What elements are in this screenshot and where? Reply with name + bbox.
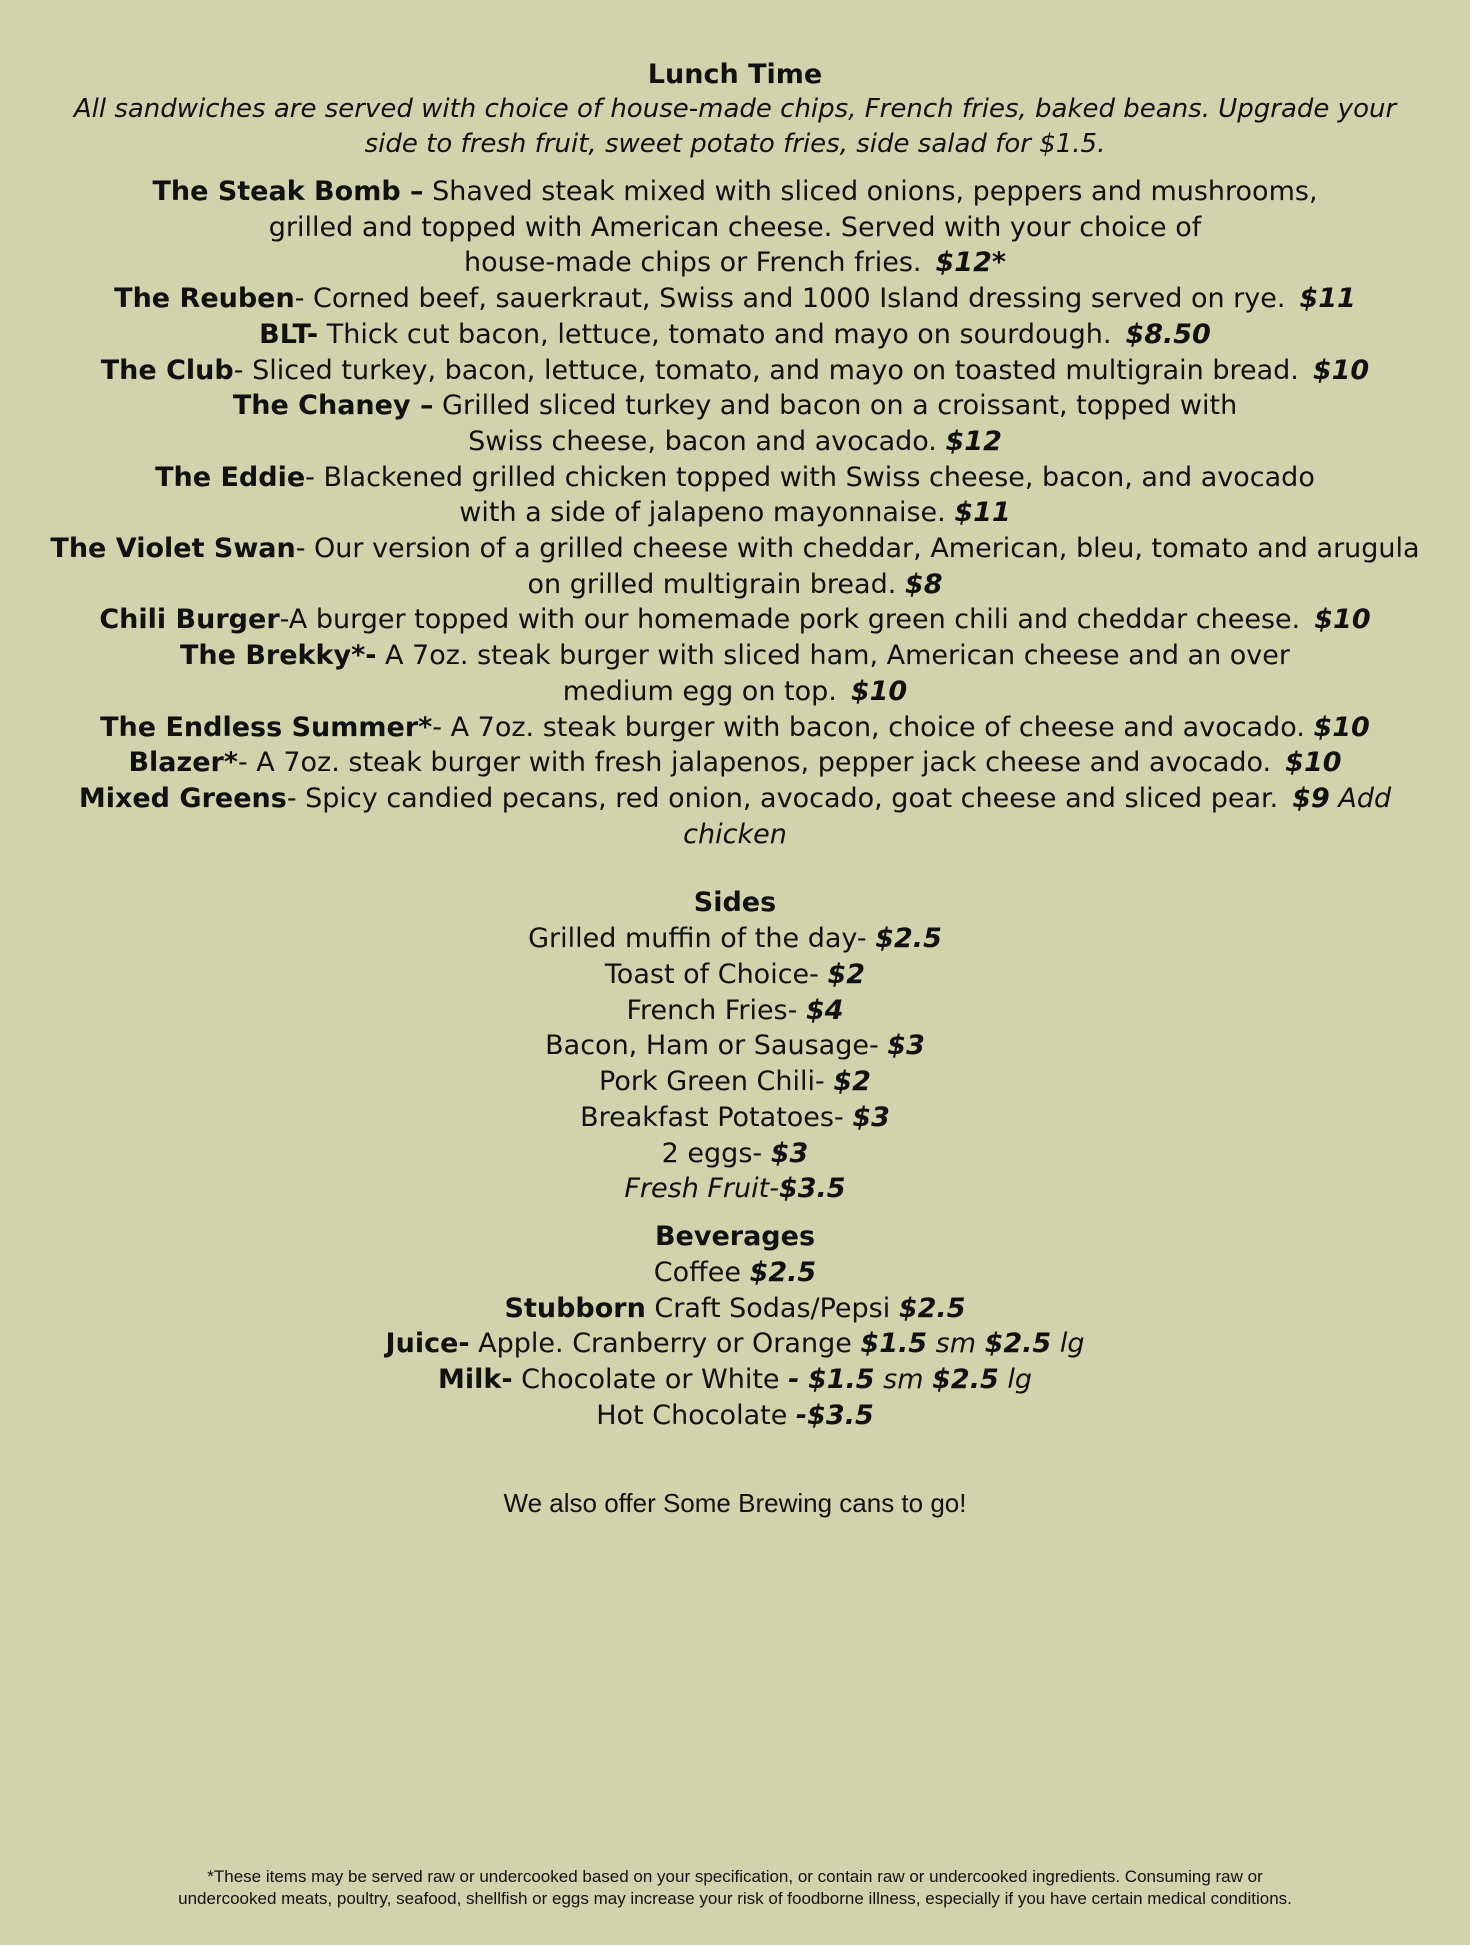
beverage-hot-chocolate: [0, 1398, 1470, 1434]
sides-title: Sides: [693, 887, 777, 919]
side-name: Pork Green Chili-: [599, 1066, 825, 1098]
side-price: $2.5: [875, 923, 942, 955]
item-desc: - Our version of a grilled cheese with cheddar, American, bleu, tomato and arugula: [295, 533, 1420, 565]
size-large: lg: [1007, 1364, 1032, 1396]
beverages-title: Beverages: [654, 1220, 816, 1252]
menu-item-blazer: [0, 745, 1470, 781]
side-item: [0, 957, 1470, 993]
item-price: $10: [1285, 747, 1342, 779]
beverage-name: Apple. Cranberry or Orange: [469, 1328, 852, 1360]
item-name: The Chaney –: [232, 390, 434, 422]
menu-item-reuben: [0, 281, 1470, 317]
item-desc: house-made chips or French fries.: [464, 247, 922, 279]
side-name: Breakfast Potatoes-: [580, 1101, 844, 1133]
menu-item-endless-summer: [0, 710, 1470, 746]
item-price: $8: [904, 568, 943, 600]
beverage-name: Hot Chocolate: [596, 1399, 788, 1431]
beverage-sodas: [0, 1291, 1470, 1327]
menu-item-desc-line: [0, 567, 1470, 603]
beverage-name: Chocolate or White: [512, 1364, 780, 1396]
intro-line-1: All sandwiches are served with choice of house-made chips, French fries, baked beans. Upgrade your: [73, 94, 1397, 124]
item-name: The Reuben: [114, 283, 295, 315]
beverage-brand: Stubborn: [504, 1292, 646, 1324]
item-name: BLT-: [259, 318, 319, 350]
closing-note: We also offer Some Brewing cans to go!: [503, 1487, 967, 1518]
item-desc: - Blackened grilled chicken topped with Swiss cheese, bacon, and avocado: [305, 461, 1315, 493]
item-desc: - Corned beef, sauerkraut, Swiss and 1000 Island dressing served on rye.: [294, 283, 1286, 315]
menu-item-club: [0, 353, 1470, 389]
item-price: $12: [945, 425, 1002, 457]
item-desc: -A burger topped with our homemade pork green chili and cheddar cheese.: [279, 604, 1301, 636]
item-name: The Violet Swan: [50, 533, 296, 565]
menu-item-mixed-greens: [0, 781, 1470, 817]
item-desc: on grilled multigrain bread.: [527, 568, 897, 600]
menu-item-desc-line: [0, 674, 1470, 710]
item-price: $10: [1312, 354, 1370, 386]
beverage-price-small: $1.5: [860, 1328, 928, 1360]
side-price: $3: [770, 1137, 809, 1169]
menu-item-desc-line: [0, 245, 1470, 281]
menu-item-desc-line: [0, 495, 1470, 531]
beverage-price: -$3.5: [795, 1399, 874, 1431]
item-addon: Add: [1338, 782, 1392, 814]
beverage-price-small: $1.5: [807, 1364, 875, 1396]
beverage-price: $2.5: [898, 1292, 966, 1324]
side-item: [0, 921, 1470, 957]
sandwich-menu: [0, 174, 1470, 852]
item-price: $10: [1313, 711, 1370, 743]
item-desc: - Spicy candied pecans, red onion, avocado, goat cheese and sliced pear.: [286, 782, 1279, 814]
sides-list: [0, 921, 1470, 1207]
side-price: $3: [887, 1030, 925, 1062]
beverage-label: Juice-: [385, 1328, 470, 1360]
raw-food-disclaimer: [0, 1866, 1470, 1910]
item-name: The Brekky*-: [180, 640, 377, 672]
item-price: $9: [1292, 782, 1330, 814]
item-desc: Swiss cheese, bacon and avocado.: [468, 425, 937, 457]
item-desc: - A 7oz. steak burger with fresh jalapenos, pepper jack cheese and avocado.: [237, 747, 1272, 779]
size-large: lg: [1059, 1328, 1085, 1360]
item-price: $11: [954, 497, 1011, 529]
side-item: [0, 1171, 1470, 1207]
item-price: $8.50: [1125, 318, 1211, 350]
beverage-name: Craft Sodas/Pepsi: [645, 1292, 891, 1324]
size-small: sm: [883, 1364, 924, 1396]
item-desc: - Sliced turkey, bacon, lettuce, tomato, and mayo on toasted multigrain bread.: [233, 354, 1299, 386]
beverage-price: $2.5: [749, 1256, 817, 1288]
beverages-list: [0, 1255, 1470, 1434]
menu-item-violet-swan: [0, 531, 1470, 567]
side-price: $2: [833, 1066, 871, 1098]
item-name: Chili Burger: [99, 604, 280, 636]
side-price: $4: [805, 994, 844, 1026]
side-name: Bacon, Ham or Sausage-: [545, 1030, 879, 1062]
menu-item-chili-burger: [0, 602, 1470, 638]
menu-item-brekky: [0, 638, 1470, 674]
beverage-name: Coffee: [653, 1256, 741, 1288]
beverage-milk: [0, 1362, 1470, 1398]
disclaimer-line-1: *These items may be served raw or undercooked based on your specification, or contain raw or undercooked ingredients. Consuming raw or: [207, 1867, 1263, 1886]
menu-item-eddie: [0, 460, 1470, 496]
item-desc: - A 7oz. steak burger with bacon, choice of cheese and avocado.: [432, 711, 1305, 743]
side-name: 2 eggs-: [661, 1137, 763, 1169]
side-price: $3: [852, 1101, 890, 1133]
item-price: $10: [850, 675, 908, 707]
side-item: [0, 1100, 1470, 1136]
item-name: The Steak Bomb –: [152, 176, 424, 207]
beverage-juice: [0, 1326, 1470, 1362]
side-item: [0, 993, 1470, 1029]
disclaimer-line-2: undercooked meats, poultry, seafood, shellfish or eggs may increase your risk of foodborne illness, especially if you have certain medical conditions.: [178, 1889, 1292, 1908]
side-price: $2: [827, 959, 866, 991]
side-item: [0, 1136, 1470, 1172]
beverage-label: Milk-: [438, 1364, 513, 1396]
item-desc: A 7oz. steak burger with sliced ham, American cheese and an over: [376, 640, 1290, 672]
item-price: $11: [1299, 283, 1356, 315]
menu-item-chaney: [0, 388, 1470, 424]
menu-item-desc-line: grilled and topped with American cheese. Served with your choice of: [268, 211, 1202, 243]
size-small: sm: [935, 1328, 976, 1360]
menu-item-desc-line: [0, 424, 1470, 460]
item-name: The Club: [100, 354, 234, 386]
item-name: The Endless Summer*: [100, 711, 433, 743]
item-addon-line: chicken: [683, 818, 787, 850]
price-dash: -: [788, 1364, 800, 1396]
side-name: French Fries-: [626, 994, 798, 1026]
intro-line-2: side to fresh fruit, sweet potato fries, side salad for $1.5.: [364, 129, 1106, 159]
side-price: $3.5: [778, 1173, 846, 1205]
menu-item-steak-bomb: [0, 174, 1470, 210]
page-title: Lunch Time: [647, 59, 823, 90]
item-name: Blazer*: [128, 747, 238, 779]
side-item: [0, 1028, 1470, 1064]
item-desc: Shaved steak mixed with sliced onions, peppers and mushrooms,: [423, 176, 1318, 207]
menu-item-blt: [0, 317, 1470, 353]
item-name: The Eddie: [155, 461, 306, 493]
beverage-coffee: [0, 1255, 1470, 1291]
item-desc: Grilled sliced turkey and bacon on a croissant, topped with: [433, 390, 1238, 422]
beverage-price-large: $2.5: [932, 1364, 999, 1396]
beverage-price-large: $2.5: [984, 1328, 1052, 1360]
menu-page: [0, 58, 1470, 1520]
item-price: $10: [1314, 604, 1371, 636]
item-desc: medium egg on top.: [562, 675, 837, 707]
side-name: Fresh Fruit-: [624, 1173, 779, 1205]
side-item: [0, 1064, 1470, 1100]
item-desc: Thick cut bacon, lettuce, tomato and mayo on sourdough.: [318, 318, 1112, 350]
side-name: Toast of Choice-: [604, 959, 819, 991]
item-price: $12*: [935, 247, 1006, 279]
item-desc: with a side of jalapeno mayonnaise.: [459, 497, 946, 529]
item-name: Mixed Greens: [78, 782, 287, 814]
side-name: Grilled muffin of the day-: [528, 923, 867, 955]
